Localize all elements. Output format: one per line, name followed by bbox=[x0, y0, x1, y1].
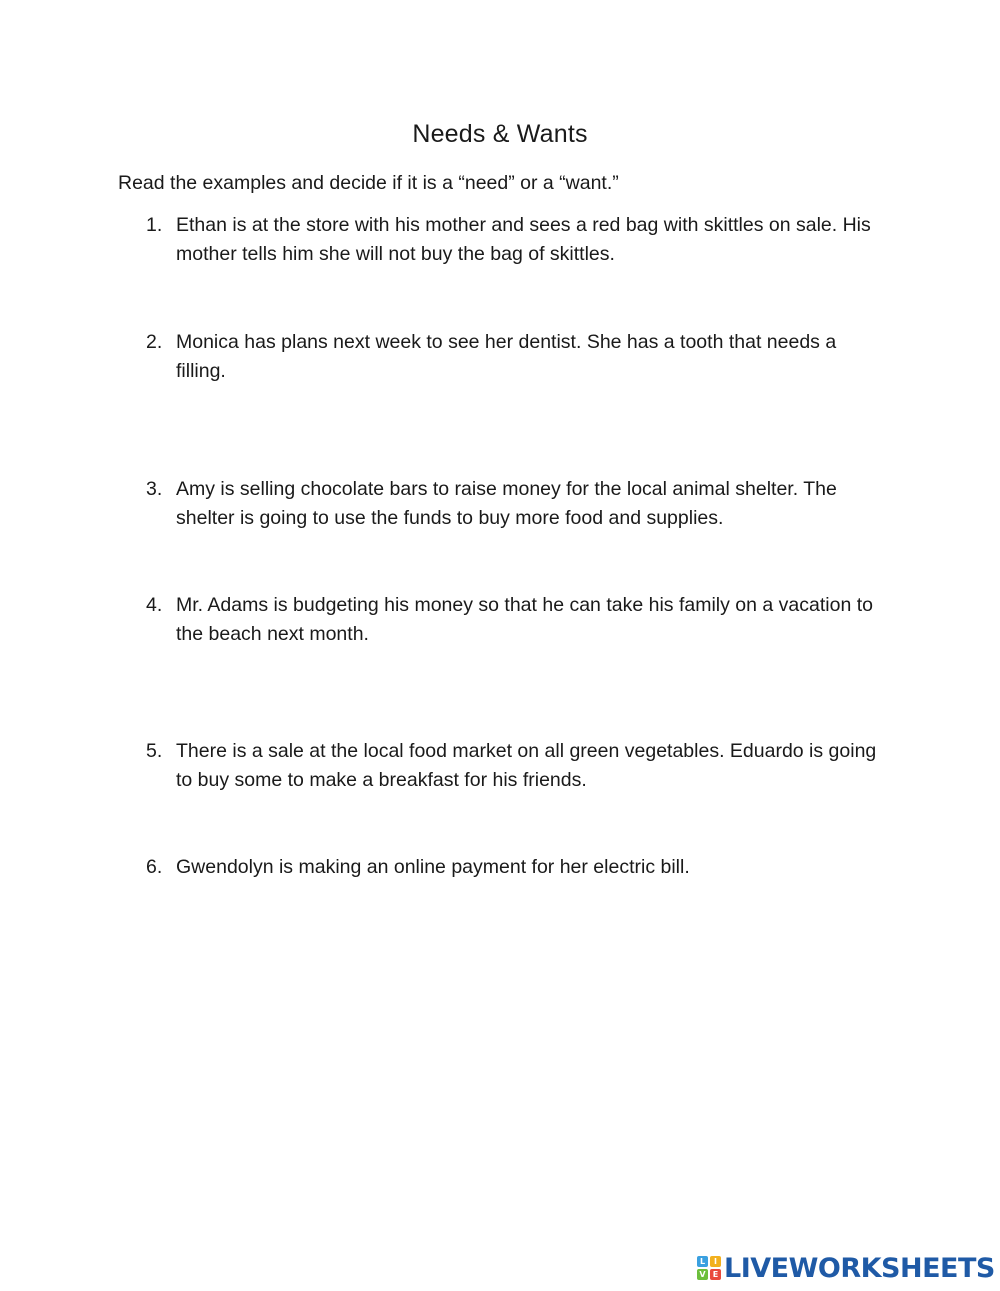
instructions: Read the examples and decide if it is a “need” or a “want.” bbox=[118, 172, 619, 194]
liveworksheets-logo[interactable] bbox=[697, 1252, 995, 1284]
item-text: Ethan is at the store with his mother and sees a red bag with skittles on sale. His mother tells him she will not buy the bag of skittles. bbox=[176, 214, 871, 265]
item-text: There is a sale at the local food market on all green vegetables. Eduardo is going to buy some to make a breakfast for his friends. bbox=[176, 740, 877, 791]
liveworksheets-logo-icon: L I V E bbox=[697, 1256, 721, 1280]
list-item-2 bbox=[146, 328, 886, 386]
list-item-6 bbox=[146, 853, 886, 882]
item-text: Mr. Adams is budgeting his money so that he can take his family on a vacation to the beach next month. bbox=[176, 594, 873, 645]
list-item-4 bbox=[146, 591, 886, 649]
item-text: Amy is selling chocolate bars to raise money for the local animal shelter. The shelter is going to use the funds to buy more food and supplies. bbox=[176, 478, 837, 529]
item-number: 1. bbox=[146, 214, 163, 236]
item-number: 6. bbox=[146, 856, 163, 878]
page-title: Needs & Wants bbox=[412, 120, 588, 148]
item-number: 4. bbox=[146, 594, 163, 616]
item-number: 2. bbox=[146, 331, 163, 353]
item-text: Monica has plans next week to see her dentist. She has a tooth that needs a filling. bbox=[176, 331, 837, 382]
logo-text: LIVEWORKSHEETS bbox=[724, 1252, 995, 1284]
item-text: Gwendolyn is making an online payment for her electric bill. bbox=[176, 856, 690, 878]
item-number: 5. bbox=[146, 740, 163, 762]
item-number: 3. bbox=[146, 478, 163, 500]
list-item-1 bbox=[146, 211, 886, 269]
list-item-3 bbox=[146, 475, 886, 533]
list-item-5 bbox=[146, 737, 886, 795]
